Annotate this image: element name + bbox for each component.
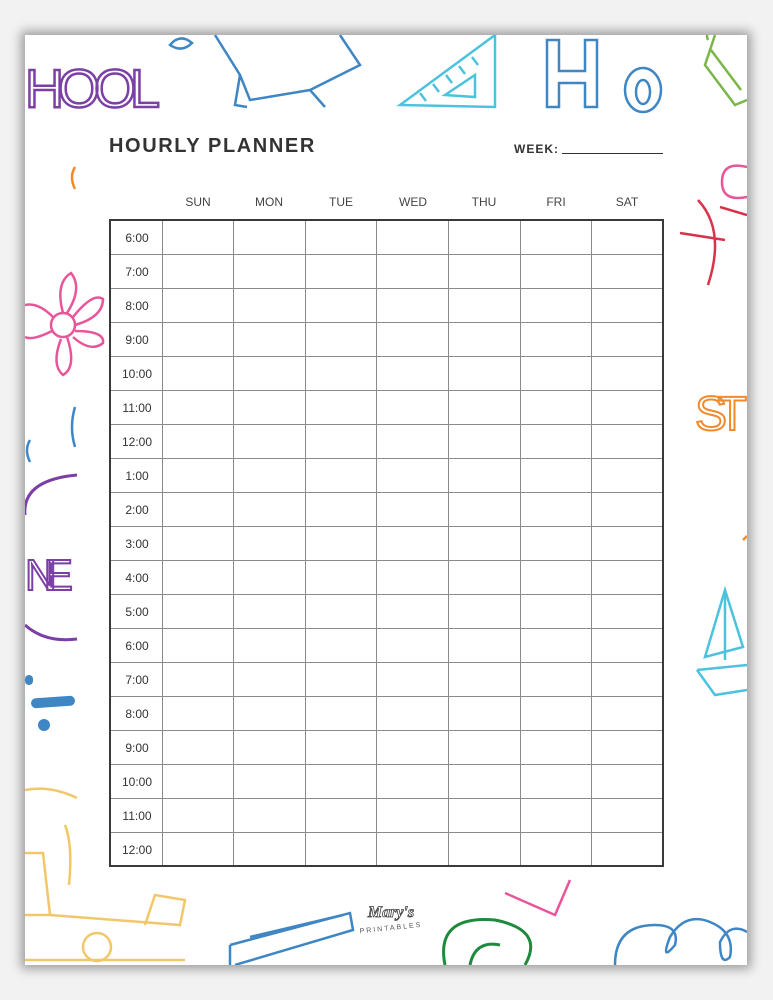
- cell-wed[interactable]: [377, 323, 448, 357]
- cell-sun[interactable]: [163, 527, 234, 561]
- sailboat-icon: [697, 590, 747, 695]
- cell-thu[interactable]: [449, 697, 520, 731]
- time-label: 9:00: [125, 741, 149, 755]
- cell-tue[interactable]: [306, 561, 377, 595]
- cell-wed[interactable]: [377, 425, 448, 459]
- cell-sat[interactable]: [592, 527, 663, 561]
- blue-loops-doodle: [615, 919, 747, 965]
- cell-wed[interactable]: [377, 799, 448, 833]
- hour-row: [111, 424, 662, 459]
- cell-fri[interactable]: [521, 391, 592, 425]
- red-circle-doodle: [680, 200, 747, 285]
- cell-sun[interactable]: [163, 697, 234, 731]
- cell-mon[interactable]: [234, 697, 305, 731]
- time-label: 5:00: [125, 605, 149, 619]
- grid-column-divider: [305, 221, 306, 865]
- green-swirl-doodle: [444, 920, 531, 965]
- cell-fri[interactable]: [521, 527, 592, 561]
- cell-fri[interactable]: [521, 561, 592, 595]
- hour-row: [111, 492, 662, 527]
- cell-fri[interactable]: [521, 663, 592, 697]
- cell-wed[interactable]: [377, 221, 448, 255]
- cell-tue[interactable]: [306, 629, 377, 663]
- cell-sun[interactable]: [163, 663, 234, 697]
- hour-row: [111, 764, 662, 799]
- cell-sun[interactable]: [163, 561, 234, 595]
- cell-thu[interactable]: [449, 221, 520, 255]
- pink-circle-doodle: [722, 166, 747, 198]
- page-title: HOURLY PLANNER: [109, 135, 316, 157]
- cell-thu[interactable]: [449, 731, 520, 765]
- cell-fri[interactable]: [521, 255, 592, 289]
- cell-sat[interactable]: [592, 425, 663, 459]
- cell-sun[interactable]: [163, 255, 234, 289]
- day-header-wed: WED: [399, 195, 427, 209]
- graduation-cap-icon: [170, 35, 360, 107]
- flower-icon: [25, 273, 103, 375]
- cell-tue[interactable]: [306, 595, 377, 629]
- hour-row: [111, 560, 662, 595]
- cell-sat[interactable]: [592, 765, 663, 799]
- cell-sun[interactable]: [163, 357, 234, 391]
- time-label: 2:00: [125, 503, 149, 517]
- cell-sun[interactable]: [163, 493, 234, 527]
- logo-brand-text: Mary's: [367, 904, 415, 921]
- cell-sun[interactable]: [163, 289, 234, 323]
- day-header-fri: FRI: [546, 195, 566, 209]
- cell-sat[interactable]: [592, 595, 663, 629]
- cell-wed[interactable]: [377, 255, 448, 289]
- time-label: 8:00: [125, 707, 149, 721]
- day-header-sun: SUN: [185, 195, 211, 209]
- cell-fri[interactable]: [521, 799, 592, 833]
- cell-fri[interactable]: [521, 595, 592, 629]
- cell-tue[interactable]: [306, 323, 377, 357]
- cell-thu[interactable]: [449, 425, 520, 459]
- cell-thu[interactable]: [449, 357, 520, 391]
- cell-fri[interactable]: [521, 357, 592, 391]
- hour-row: [111, 662, 662, 697]
- week-write-line[interactable]: [562, 153, 663, 154]
- cell-tue[interactable]: [306, 833, 377, 867]
- cell-wed[interactable]: [377, 697, 448, 731]
- cell-sun[interactable]: [163, 391, 234, 425]
- cell-mon[interactable]: [234, 595, 305, 629]
- cell-mon[interactable]: [234, 561, 305, 595]
- day-header-mon: MON: [255, 195, 283, 209]
- day-header-thu: THU: [471, 195, 497, 209]
- cell-sat[interactable]: [592, 833, 663, 867]
- cell-thu[interactable]: [449, 323, 520, 357]
- cell-thu[interactable]: [449, 765, 520, 799]
- cell-sun[interactable]: [163, 221, 234, 255]
- cell-tue[interactable]: [306, 765, 377, 799]
- time-label: 9:00: [125, 333, 149, 347]
- cell-fri[interactable]: [521, 221, 592, 255]
- cell-wed[interactable]: [377, 289, 448, 323]
- time-label: 6:00: [125, 639, 149, 653]
- hour-row: [111, 390, 662, 425]
- day-header-tue: TUE: [329, 195, 353, 209]
- cell-mon[interactable]: [234, 255, 305, 289]
- cell-fri[interactable]: [521, 833, 592, 867]
- cell-fri[interactable]: [521, 425, 592, 459]
- cell-tue[interactable]: [306, 731, 377, 765]
- book-icon-top-right: [705, 35, 747, 105]
- cell-thu[interactable]: [449, 391, 520, 425]
- cell-fri[interactable]: [521, 765, 592, 799]
- time-label: 6:00: [125, 231, 149, 245]
- cell-wed[interactable]: [377, 833, 448, 867]
- cell-sun[interactable]: [163, 323, 234, 357]
- doodle-school-text: HOOL: [25, 59, 160, 119]
- cell-tue[interactable]: [306, 799, 377, 833]
- cell-wed[interactable]: [377, 595, 448, 629]
- cell-wed[interactable]: [377, 357, 448, 391]
- cell-tue[interactable]: [306, 255, 377, 289]
- cell-mon[interactable]: [234, 527, 305, 561]
- ruler-icon: [400, 35, 495, 107]
- cell-fri[interactable]: [521, 493, 592, 527]
- cell-sat[interactable]: [592, 629, 663, 663]
- cell-wed[interactable]: [377, 731, 448, 765]
- hour-row: [111, 322, 662, 357]
- hour-row: [111, 526, 662, 561]
- blue-small-paren-doodle: [27, 440, 30, 462]
- hour-row: [111, 288, 662, 323]
- cell-mon[interactable]: [234, 221, 305, 255]
- cell-thu[interactable]: [449, 561, 520, 595]
- cell-mon[interactable]: [234, 799, 305, 833]
- cell-wed[interactable]: [377, 493, 448, 527]
- cell-sat[interactable]: [592, 493, 663, 527]
- hour-row: [111, 458, 662, 493]
- cell-mon[interactable]: [234, 323, 305, 357]
- hour-row: [111, 628, 662, 663]
- time-label: 11:00: [122, 809, 152, 823]
- cell-wed[interactable]: [377, 391, 448, 425]
- time-label: 10:00: [121, 775, 153, 789]
- book-icon-bottom: [230, 913, 353, 965]
- grid-column-divider: [376, 221, 377, 865]
- exclamation-doodle: [25, 675, 75, 731]
- cell-tue[interactable]: [306, 459, 377, 493]
- cell-sun[interactable]: [163, 629, 234, 663]
- cell-sun[interactable]: [163, 595, 234, 629]
- hour-row: [111, 594, 662, 629]
- cell-sun[interactable]: [163, 425, 234, 459]
- week-label: WEEK:: [514, 142, 559, 156]
- cell-tue[interactable]: [306, 357, 377, 391]
- cell-mon[interactable]: [234, 833, 305, 867]
- hour-row: [111, 730, 662, 765]
- cell-mon[interactable]: [234, 391, 305, 425]
- orange-arc-doodle: [72, 167, 75, 189]
- cell-mon[interactable]: [234, 357, 305, 391]
- day-header-sat: SAT: [615, 195, 639, 209]
- grid-column-divider: [520, 221, 521, 865]
- time-label: 1:00: [125, 469, 149, 483]
- cell-wed[interactable]: [377, 527, 448, 561]
- cell-sat[interactable]: [592, 731, 663, 765]
- cell-thu[interactable]: [449, 527, 520, 561]
- cell-fri[interactable]: [521, 629, 592, 663]
- time-label: 11:00: [122, 401, 152, 415]
- pink-check-doodle: [505, 880, 570, 915]
- hour-row: [111, 254, 662, 289]
- cell-mon[interactable]: [234, 459, 305, 493]
- grid-column-divider: [591, 221, 592, 865]
- cell-sun[interactable]: [163, 731, 234, 765]
- hour-row: [111, 356, 662, 391]
- time-label: 4:00: [125, 571, 149, 585]
- cell-tue[interactable]: [306, 425, 377, 459]
- cell-tue[interactable]: [306, 391, 377, 425]
- hour-row: [111, 221, 662, 255]
- cell-sat[interactable]: [592, 697, 663, 731]
- cell-sun[interactable]: [163, 459, 234, 493]
- cell-tue[interactable]: [306, 663, 377, 697]
- cell-sun[interactable]: [163, 833, 234, 867]
- time-label: 7:00: [125, 673, 149, 687]
- cell-sat[interactable]: [592, 459, 663, 493]
- cell-thu[interactable]: [449, 493, 520, 527]
- cell-thu[interactable]: [449, 595, 520, 629]
- cell-thu[interactable]: [449, 799, 520, 833]
- grid-column-divider: [233, 221, 234, 865]
- time-label: 7:00: [125, 265, 149, 279]
- cell-sat[interactable]: [592, 391, 663, 425]
- cell-mon[interactable]: [234, 493, 305, 527]
- cell-thu[interactable]: [449, 255, 520, 289]
- cell-mon[interactable]: [234, 765, 305, 799]
- cell-thu[interactable]: [449, 289, 520, 323]
- blue-paren-doodle: [72, 407, 75, 447]
- cell-tue[interactable]: [306, 697, 377, 731]
- cell-sat[interactable]: [592, 221, 663, 255]
- cell-mon[interactable]: [234, 289, 305, 323]
- time-label: 12:00: [121, 435, 153, 449]
- cell-mon[interactable]: [234, 425, 305, 459]
- cell-mon[interactable]: [234, 731, 305, 765]
- orange-tick-doodle: [743, 536, 747, 540]
- cell-thu[interactable]: [449, 833, 520, 867]
- cell-fri[interactable]: [521, 289, 592, 323]
- cell-sun[interactable]: [163, 765, 234, 799]
- grid-column-divider: [162, 221, 163, 865]
- planner-page: [25, 35, 747, 965]
- hour-row: [111, 832, 662, 867]
- cell-wed[interactable]: [377, 765, 448, 799]
- cell-sat[interactable]: [592, 799, 663, 833]
- hourly-grid: [109, 219, 664, 867]
- time-label: 3:00: [125, 537, 149, 551]
- cell-sat[interactable]: [592, 663, 663, 697]
- cell-fri[interactable]: [521, 731, 592, 765]
- cell-sat[interactable]: [592, 357, 663, 391]
- cell-tue[interactable]: [306, 527, 377, 561]
- cell-fri[interactable]: [521, 697, 592, 731]
- cell-fri[interactable]: [521, 459, 592, 493]
- cell-wed[interactable]: [377, 459, 448, 493]
- time-label: 10:00: [121, 367, 153, 381]
- grid-column-divider: [448, 221, 449, 865]
- cell-sat[interactable]: [592, 255, 663, 289]
- doodle-st-text: ST: [695, 388, 747, 441]
- hour-row: [111, 696, 662, 731]
- cell-mon[interactable]: [234, 629, 305, 663]
- cell-wed[interactable]: [377, 629, 448, 663]
- cell-mon[interactable]: [234, 663, 305, 697]
- hour-row: [111, 798, 662, 833]
- logo-sub-text: PRINTABLES: [359, 921, 423, 936]
- cell-tue[interactable]: [306, 289, 377, 323]
- cell-tue[interactable]: [306, 493, 377, 527]
- cell-sat[interactable]: [592, 323, 663, 357]
- time-label: 12:00: [121, 843, 153, 857]
- cell-sun[interactable]: [163, 799, 234, 833]
- cell-tue[interactable]: [306, 221, 377, 255]
- cell-thu[interactable]: [449, 629, 520, 663]
- doodle-one-text: NE: [25, 551, 73, 600]
- cell-thu[interactable]: [449, 663, 520, 697]
- cell-sat[interactable]: [592, 561, 663, 595]
- time-label: 8:00: [125, 299, 149, 313]
- cell-thu[interactable]: [449, 459, 520, 493]
- cell-sat[interactable]: [592, 289, 663, 323]
- cell-fri[interactable]: [521, 323, 592, 357]
- cell-wed[interactable]: [377, 561, 448, 595]
- cell-wed[interactable]: [377, 663, 448, 697]
- doodle-ho-text: [547, 40, 661, 112]
- marys-printables-logo: [351, 900, 431, 940]
